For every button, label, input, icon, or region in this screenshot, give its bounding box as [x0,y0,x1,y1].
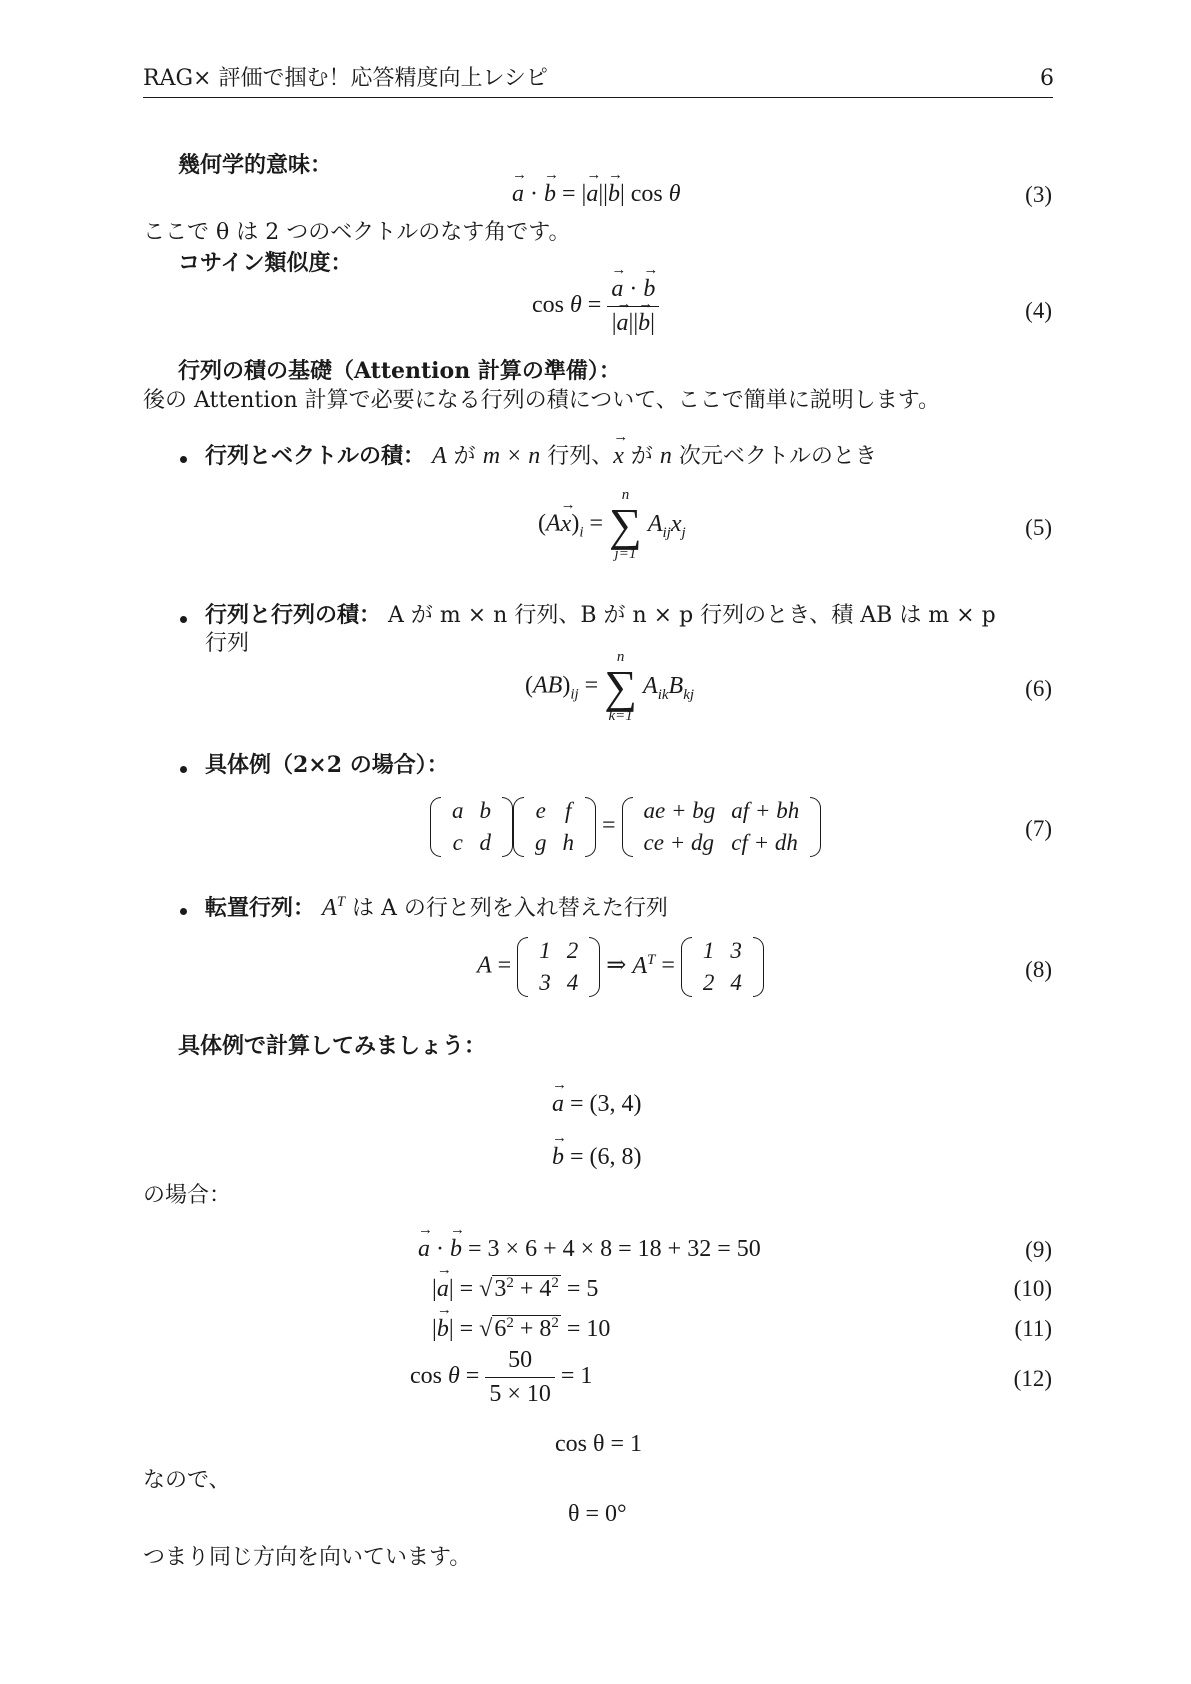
matrix-heading: 行列の積の基礎（Attention 計算の準備）： [178,358,621,384]
equation-3: a → · b → = |a →||b →| cos θ [512,180,681,209]
eq-number-8: (8) [1025,957,1052,982]
bullet-matrix-matrix [180,616,187,623]
therefore-text: なので、 [143,1468,231,1493]
equation-11: |b →| = $√6^2 + 8^2 = 10$ [432,1314,610,1344]
theta-result: θ = 0° [568,1501,627,1527]
equation-5: $(Ax \to)_i$ = n ∑ j=1 $A_{ij}x_j$ [538,488,686,562]
eq-number-12: (12) [1013,1366,1052,1391]
example-2x2-label: 具体例（2×2 の場合）： [205,752,449,778]
transpose-item: 転置行列： $A^T$ は A の行と列を入れ替えた行列 [205,894,668,921]
matrix-matrix-label: 行列と行列の積： [205,602,382,628]
bullet-example-2x2 [180,766,187,773]
eq-number-5: (5) [1025,515,1052,540]
eq-number-9: (9) [1025,1237,1052,1262]
cosine-heading: コサイン類似度： [178,250,353,276]
angle-note: ここで θ は 2 つのベクトルのなす角です。 [143,220,571,245]
case-label: の場合： [143,1183,232,1208]
transpose-label: 転置行列： [205,895,316,921]
bullet-matrix-vector [180,456,187,463]
equation-10: |a →| = $√3^2 + 4^2 = 5$ [432,1274,598,1304]
header-rule [143,97,1053,98]
bullet-transpose [180,908,187,915]
vector-b-definition: b → = (6, 8) [552,1143,642,1172]
matrix-intro: 後の Attention 計算で必要になる行列の積について、ここで簡単に説明します。 [143,388,941,413]
conclusion-text: つまり同じ方向を向いています。 [143,1545,472,1570]
equation-7: a b c d e f g h = ae + bg af + bh ce + dg cf + dh [430,795,821,859]
eq-number-3: (3) [1025,182,1052,207]
equation-6: $(AB)_{ij}$ = n ∑ k=1 $A_{ik}B_{kj}$ [525,649,695,724]
matrix-vector-item: 行列とベクトルの積： A が m × n 行列、x → が n 次元ベクトルのとき [205,442,877,471]
eq-number-10: (10) [1013,1276,1052,1301]
eq-number-6: (6) [1025,676,1052,701]
equation-4: cos θ = $\frac{a \to \cdot b \to}{|a \to||b \to|}$ [532,275,659,338]
matrix-matrix-item: 行列と行列の積： A が m × n 行列、B が n × p 行列のとき、積 AB は m × p [205,602,996,628]
equation-8: A = 1 2 3 4 ⇒ $A^T$ = 1 3 2 4 [477,935,764,999]
equation-9: a → · b → = 3 × 6 + 4 × 8 = 18 + 32 = 50 [418,1235,761,1264]
eq-number-7: (7) [1025,816,1052,841]
matrix-vector-label: 行列とベクトルの積： [205,443,426,469]
matrix-matrix-line2: 行列 [205,631,250,656]
eq-number-4: (4) [1025,298,1052,323]
example-heading: 具体例で計算してみましょう： [178,1033,487,1059]
running-header-title: RAG× 評価で掴む！応答精度向上レシピ [143,66,548,91]
cos-result: cos θ = 1 [555,1431,643,1457]
eq-number-11: (11) [1014,1316,1052,1341]
page-number: 6 [1040,66,1054,91]
geometric-heading: 幾何学的意味： [178,152,333,178]
vector-a-definition: a → = (3, 4) [552,1090,642,1119]
equation-12: cos θ = $\frac{50}{5 \times 10}$ = 1 [410,1347,593,1407]
